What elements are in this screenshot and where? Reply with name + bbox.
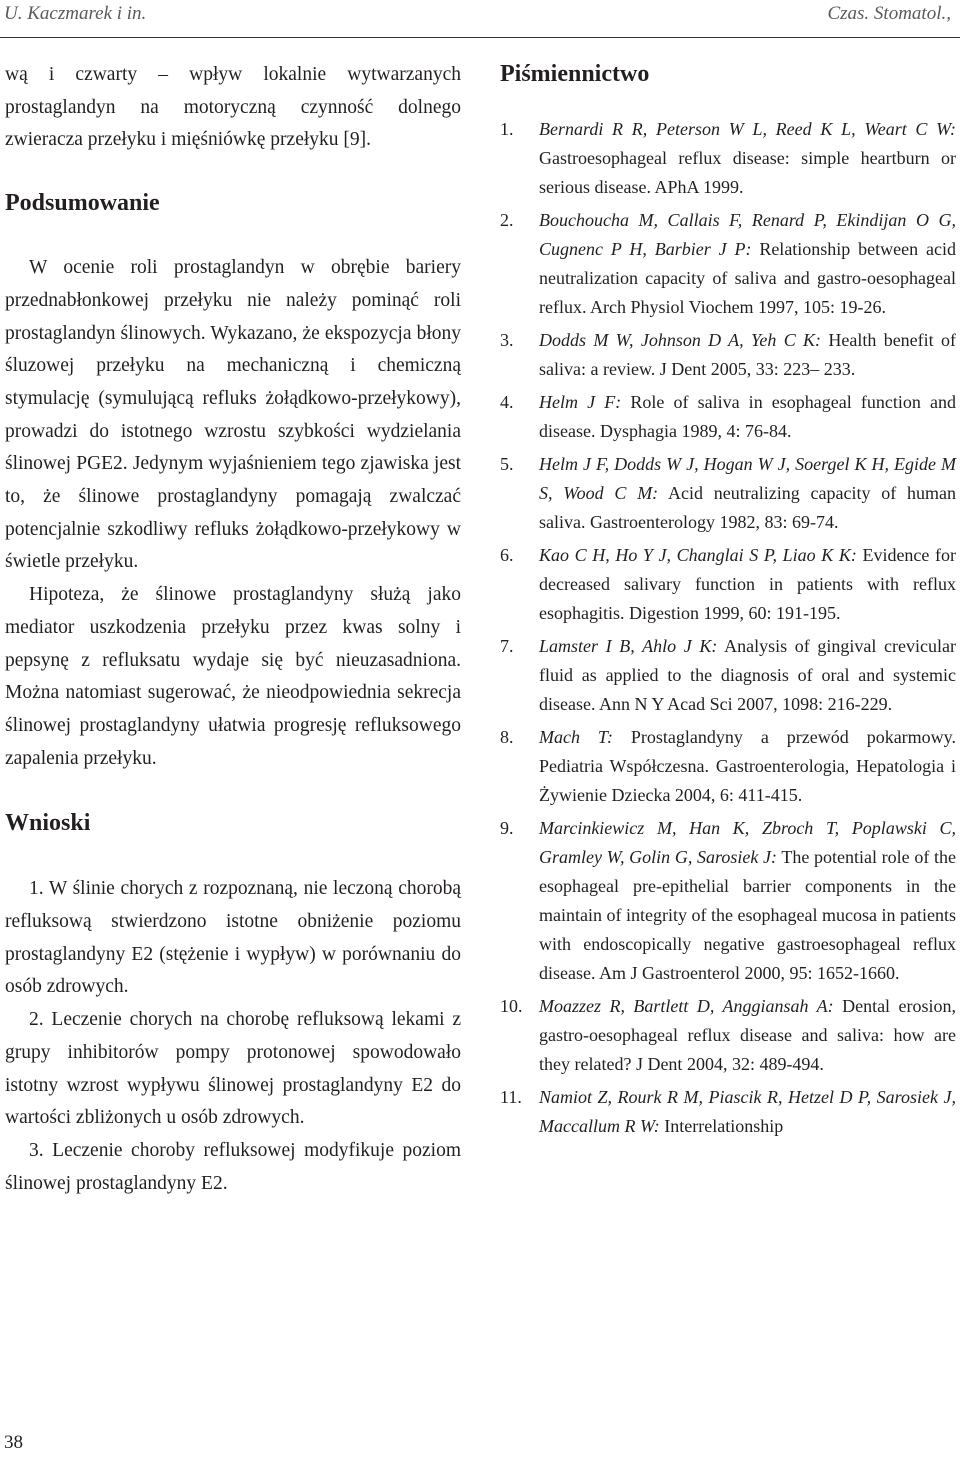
reference-body <box>539 326 956 384</box>
conclusion-item: 1. W ślinie chorych z rozpoznaną, nie leczoną chorobą refluksową stwierdzono istotne obniżenie poziomu prostaglandyny E2 (stężenie i wypływ) w porównaniu do osób zdrowych. <box>5 878 461 998</box>
reference-item <box>500 992 956 1079</box>
reference-text: Acid neutralizing capacity of human saliva. Gastroenterology 1982, 83: 69-74. <box>539 483 956 532</box>
reference-item <box>500 541 956 628</box>
reference-item <box>500 326 956 384</box>
reference-item <box>500 206 956 322</box>
reference-number: 5. <box>500 454 514 474</box>
reference-number: 8. <box>500 727 514 747</box>
reference-item <box>500 388 956 446</box>
reference-item <box>500 115 956 202</box>
reference-number: 3. <box>500 330 514 350</box>
reference-authors: Mach T: <box>539 727 613 747</box>
reference-text: Analysis of gingival crevicular fluid as applied to the diagnosis of oral and systemic disease. Ann N Y Acad Sci 2007, 1098: 216-229. <box>539 636 956 714</box>
conclusions-heading: Wnioski <box>5 810 91 837</box>
reference-body <box>539 814 956 988</box>
reference-body <box>539 115 956 202</box>
conclusion-item: 3. Leczenie choroby refluksowej modyfikuje poziom ślinowej prostaglandyny E2. <box>5 1139 461 1194</box>
page-number: 38 <box>4 1432 23 1453</box>
reference-number: 7. <box>500 636 514 656</box>
reference-authors: Dodds M W, Johnson D A, Yeh C K: <box>539 330 822 350</box>
header-rule <box>0 37 960 38</box>
reference-body <box>539 723 956 810</box>
reference-number: 4. <box>500 392 514 412</box>
reference-text: Role of saliva in esophageal function and disease. Dysphagia 1989, 4: 76-84. <box>539 392 956 441</box>
reference-text: Health benefit of saliva: a review. J Dent 2005, 33: 223– 233. <box>539 330 957 379</box>
reference-authors: Lamster I B, Ahlo J K: <box>539 636 718 656</box>
reference-number: 2. <box>500 210 514 230</box>
reference-authors: Bouchoucha M, Callais F, Renard P, Ekindijan O G, Cugnenc P H, Barbier J P: <box>539 210 956 259</box>
reference-body <box>539 992 956 1079</box>
reference-number: 9. <box>500 818 514 838</box>
reference-text: Gastroesophageal reflux disease: simple heartburn or serious disease. APhA 1999. <box>539 148 956 197</box>
reference-body <box>539 388 956 446</box>
reference-body <box>539 450 956 537</box>
reference-item <box>500 814 956 988</box>
summary-paragraph-2: Hipoteza, że ślinowe prostaglandyny służą jako mediator uszkodzenia przełyku przez kwas solny i pepsynę z refluksatu wydaje się być nieuzasadniona. Można natomiast sugerować, że nieodpowiednia sekrecja ślinowej prostaglandyny ułatwia progresję refluksowego zapalenia przełyku. <box>5 584 461 769</box>
reference-body <box>539 1083 956 1141</box>
summary-paragraph-1: W ocenie roli prostaglandyn w obrębie bariery przednabłonkowej przełyku nie należy pominąć roli prostaglandyn ślinowych. Wykazano, że ekspozycja błony śluzowej przełyku na mechaniczną i chemiczną stymulację (symulującą refluks żołądkowo-przełykowy), prowadzi do istotnego wzrostu szybkości wydzielania ślinowej PGE2. Jedynym wyjaśnieniem tego zjawiska jest to, że ślinowe prostaglandyny pomagają zwalczać potencjalnie szkodliwy refluks żołądkowo-przełykowy w świetle przełyku. <box>5 257 461 573</box>
reference-text: Relationship between acid neutralization capacity of saliva and gastro-oesophageal reflux. Arch Physiol Viochem 1997, 105: 19-26. <box>539 239 956 317</box>
intro-paragraph: wą i czwarty – wpływ lokalnie wytwarzanych prostaglandyn na motoryczną czynność dolnego zwieracza przełyku i mięśniówkę przełyku [9]. <box>5 64 461 151</box>
reference-authors: Helm J F: <box>539 392 622 412</box>
reference-body <box>539 541 956 628</box>
reference-authors: Bernardi R R, Peterson W L, Reed K L, Weart C W: <box>539 119 956 139</box>
reference-text: Interrelationship <box>659 1116 784 1136</box>
reference-text: Prostaglandyny a przewód pokarmowy. Pediatria Współczesna. Gastroenterologia, Hepatologia i Żywienie Dziecka 2004, 6: 411-415. <box>539 727 957 805</box>
summary-heading: Podsumowanie <box>5 190 160 217</box>
right-column <box>500 58 956 1145</box>
reference-number: 1. <box>500 119 514 139</box>
reference-authors: Namiot Z, Rourk R M, Piascik R, Hetzel D P, Sarosiek J, Maccallum R W: <box>539 1087 956 1136</box>
reference-text: The potential role of the esophageal pre-epithelial barrier components in the maintain of integrity of the esophageal mucosa in patients with endoscopically negative gastroesophageal reflux disease. Am J Gastroenterol 2000, 95: 1652-1660. <box>539 847 956 983</box>
left-column <box>5 59 461 1200</box>
reference-text: Evidence for decreased salivary function in patients with reflux esophagitis. Digestion 1999, 60: 191-195. <box>539 545 957 623</box>
reference-number: 11. <box>500 1087 522 1107</box>
conclusion-item: 2. Leczenie chorych na chorobę refluksową lekami z grupy inhibitorów pompy protonowej spowodowało istotny wzrost wypływu ślinowej prostaglandyny E2 do wartości zbliżonych u osób zdrowych. <box>5 1009 461 1129</box>
reference-item <box>500 1083 956 1141</box>
reference-number: 6. <box>500 545 514 565</box>
running-header-authors: U. Kaczmarek i in. <box>4 3 147 24</box>
reference-item <box>500 723 956 810</box>
running-header-journal: Czas. Stomatol., <box>827 3 951 24</box>
reference-authors: Marcinkiewicz M, Han K, Zbroch T, Poplawski C, Gramley W, Golin G, Sarosiek J: <box>539 818 956 867</box>
reference-item <box>500 632 956 719</box>
reference-authors: Kao C H, Ho Y J, Changlai S P, Liao K K: <box>539 545 857 565</box>
reference-body <box>539 632 956 719</box>
reference-number: 10. <box>500 996 523 1016</box>
reference-body <box>539 206 956 322</box>
reference-text: Dental erosion, gastro-oesophageal reflux disease and saliva: how are they related? J Dent 2004, 32: 489-494. <box>539 996 957 1074</box>
reference-authors: Helm J F, Dodds W J, Hogan W J, Soergel K H, Egide M S, Wood C M: <box>539 454 956 503</box>
reference-item <box>500 450 956 537</box>
reference-list <box>500 115 956 1141</box>
references-heading: Piśmiennictwo <box>500 61 650 87</box>
reference-authors: Moazzez R, Bartlett D, Anggiansah A: <box>539 996 834 1016</box>
